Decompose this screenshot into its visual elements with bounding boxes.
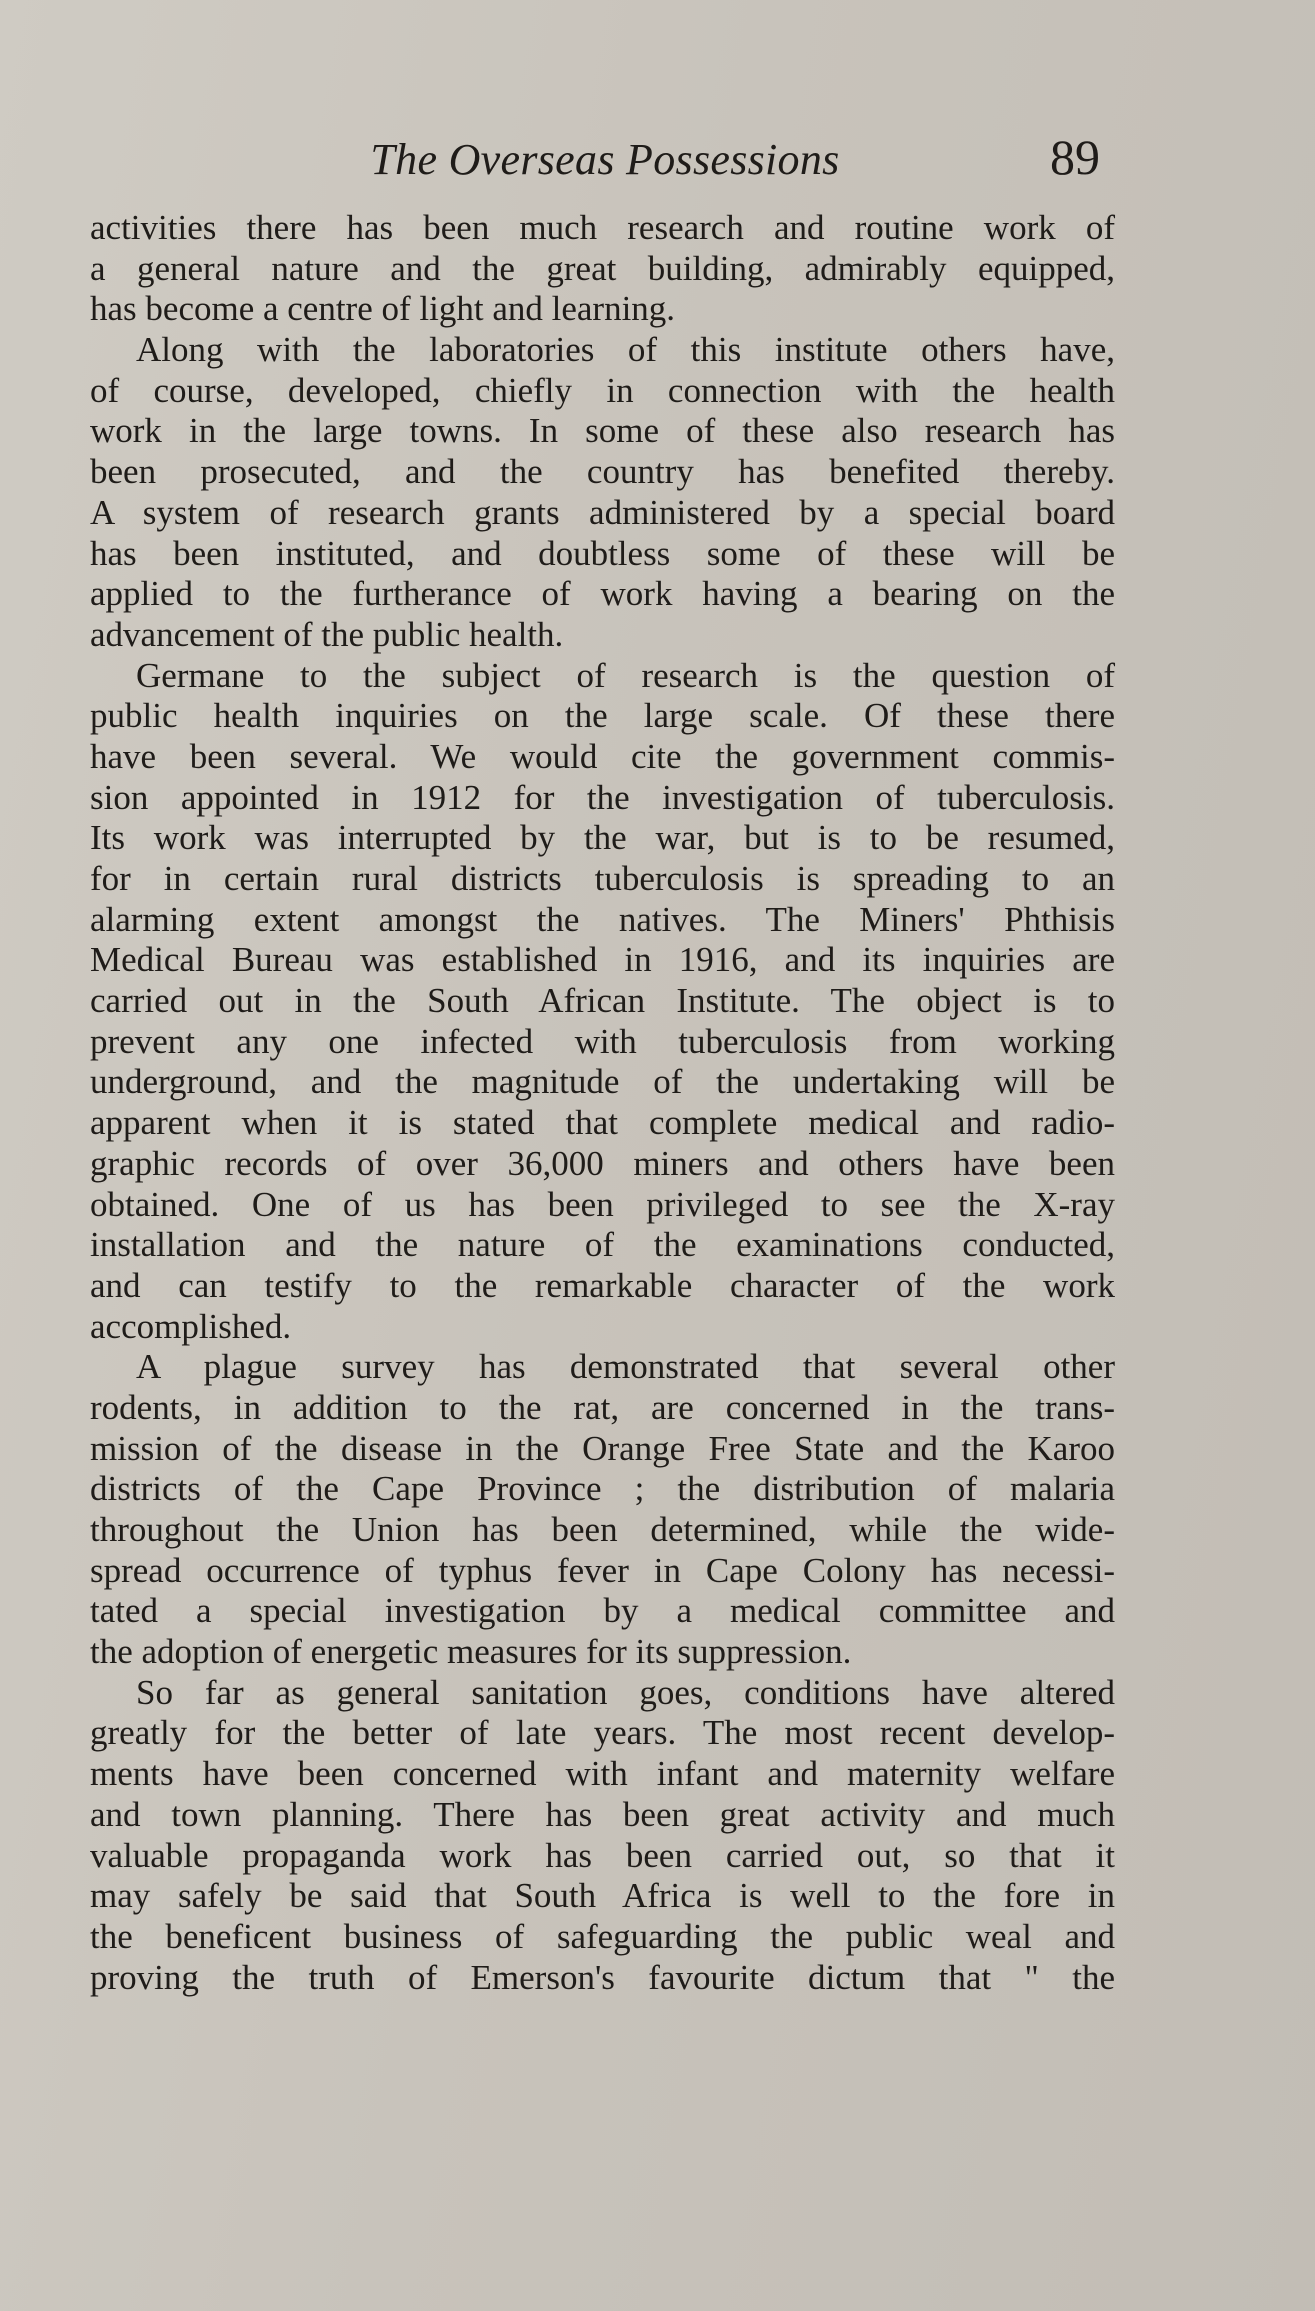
text-line: and can testify to the remarkable character of the work <box>90 1265 1115 1305</box>
text-line: installation and the nature of the examinations conducted, <box>90 1225 1115 1265</box>
text-line: of course, developed, chiefly in connection with the health <box>90 370 1115 410</box>
text-line: proving the truth of Emerson's favourite dictum that " the <box>90 1957 1115 1997</box>
text-line: underground, and the magnitude of the undertaking will be <box>90 1062 1115 1102</box>
text-line: ments have been concerned with infant and maternity welfare <box>90 1754 1115 1794</box>
text-line: carried out in the South African Institute. The object is to <box>90 981 1115 1021</box>
running-head <box>90 128 1120 188</box>
text-line: applied to the furtherance of work having a bearing on the <box>90 574 1115 614</box>
text-line: the adoption of energetic measures for its suppression. <box>90 1632 852 1672</box>
text-line: has been instituted, and doubtless some of these will be <box>90 533 1115 573</box>
text-line: may safely be said that South Africa is well to the fore in <box>90 1876 1115 1916</box>
paragraph-first-line: Along with the laboratories of this institute others have, <box>136 330 1115 370</box>
text-line: mission of the disease in the Orange Free State and the Karoo <box>90 1428 1115 1468</box>
text-line: prevent any one infected with tuberculosis from working <box>90 1021 1115 1061</box>
text-line: graphic records of over 36,000 miners and others have been <box>90 1143 1115 1183</box>
text-line: for in certain rural districts tuberculosis is spreading to an <box>90 859 1115 898</box>
text-line: spread occurrence of typhus fever in Cape Colony has necessi- <box>90 1550 1115 1590</box>
text-line: the beneficent business of safeguarding the public weal and <box>90 1916 1115 1956</box>
text-line: tated a special investigation by a medical committee and <box>90 1591 1115 1631</box>
text-line: valuable propaganda work has been carried out, so that it <box>90 1835 1115 1875</box>
text-line: Its work was interrupted by the war, but is to be resumed, <box>90 818 1115 858</box>
paragraph-first-line: A plague survey has demonstrated that several other <box>136 1347 1115 1387</box>
text-line: have been several. We would cite the government commis- <box>90 736 1115 776</box>
text-line: accomplished. <box>90 1306 292 1346</box>
text-line: alarming extent amongst the natives. The Miners' Phthisis <box>90 899 1115 939</box>
text-line: districts of the Cape Province ; the distribution of malaria <box>90 1469 1115 1509</box>
text-line: apparent when it is stated that complete medical and radio- <box>90 1103 1115 1143</box>
running-title: The Overseas Possessions <box>370 135 840 184</box>
text-line: A system of research grants administered by a special board <box>90 492 1115 532</box>
text-line: greatly for the better of late years. The most recent develop- <box>90 1713 1115 1753</box>
paragraph-first-line: Germane to the subject of research is the question of <box>136 655 1115 695</box>
body-text <box>90 208 1115 1998</box>
text-line: and town planning. There has been great activity and much <box>90 1794 1115 1834</box>
paragraph-first-line: So far as general sanitation goes, conditions have altered <box>136 1672 1115 1712</box>
text-line: has become a centre of light and learning. <box>90 289 676 329</box>
text-line: a general nature and the great building, admirably equipped, <box>90 248 1115 288</box>
text-line: been prosecuted, and the country has benefited thereby. <box>90 452 1115 492</box>
text-line: work in the large towns. In some of these also research has <box>90 411 1115 451</box>
text-line: advancement of the public health. <box>90 614 564 654</box>
page-number: 89 <box>1050 129 1100 185</box>
text-line: sion appointed in 1912 for the investigation of tuberculosis. <box>90 777 1115 817</box>
text-line: obtained. One of us has been privileged to see the X-ray <box>90 1184 1115 1224</box>
text-line: activities there has been much research and routine work of <box>90 208 1115 247</box>
text-line: Medical Bureau was established in 1916, and its inquiries are <box>90 940 1115 980</box>
text-line: rodents, in addition to the rat, are concerned in the trans- <box>90 1387 1115 1427</box>
text-line: throughout the Union has been determined, while the wide- <box>90 1510 1115 1549</box>
text-line: public health inquiries on the large scale. Of these there <box>90 696 1115 736</box>
